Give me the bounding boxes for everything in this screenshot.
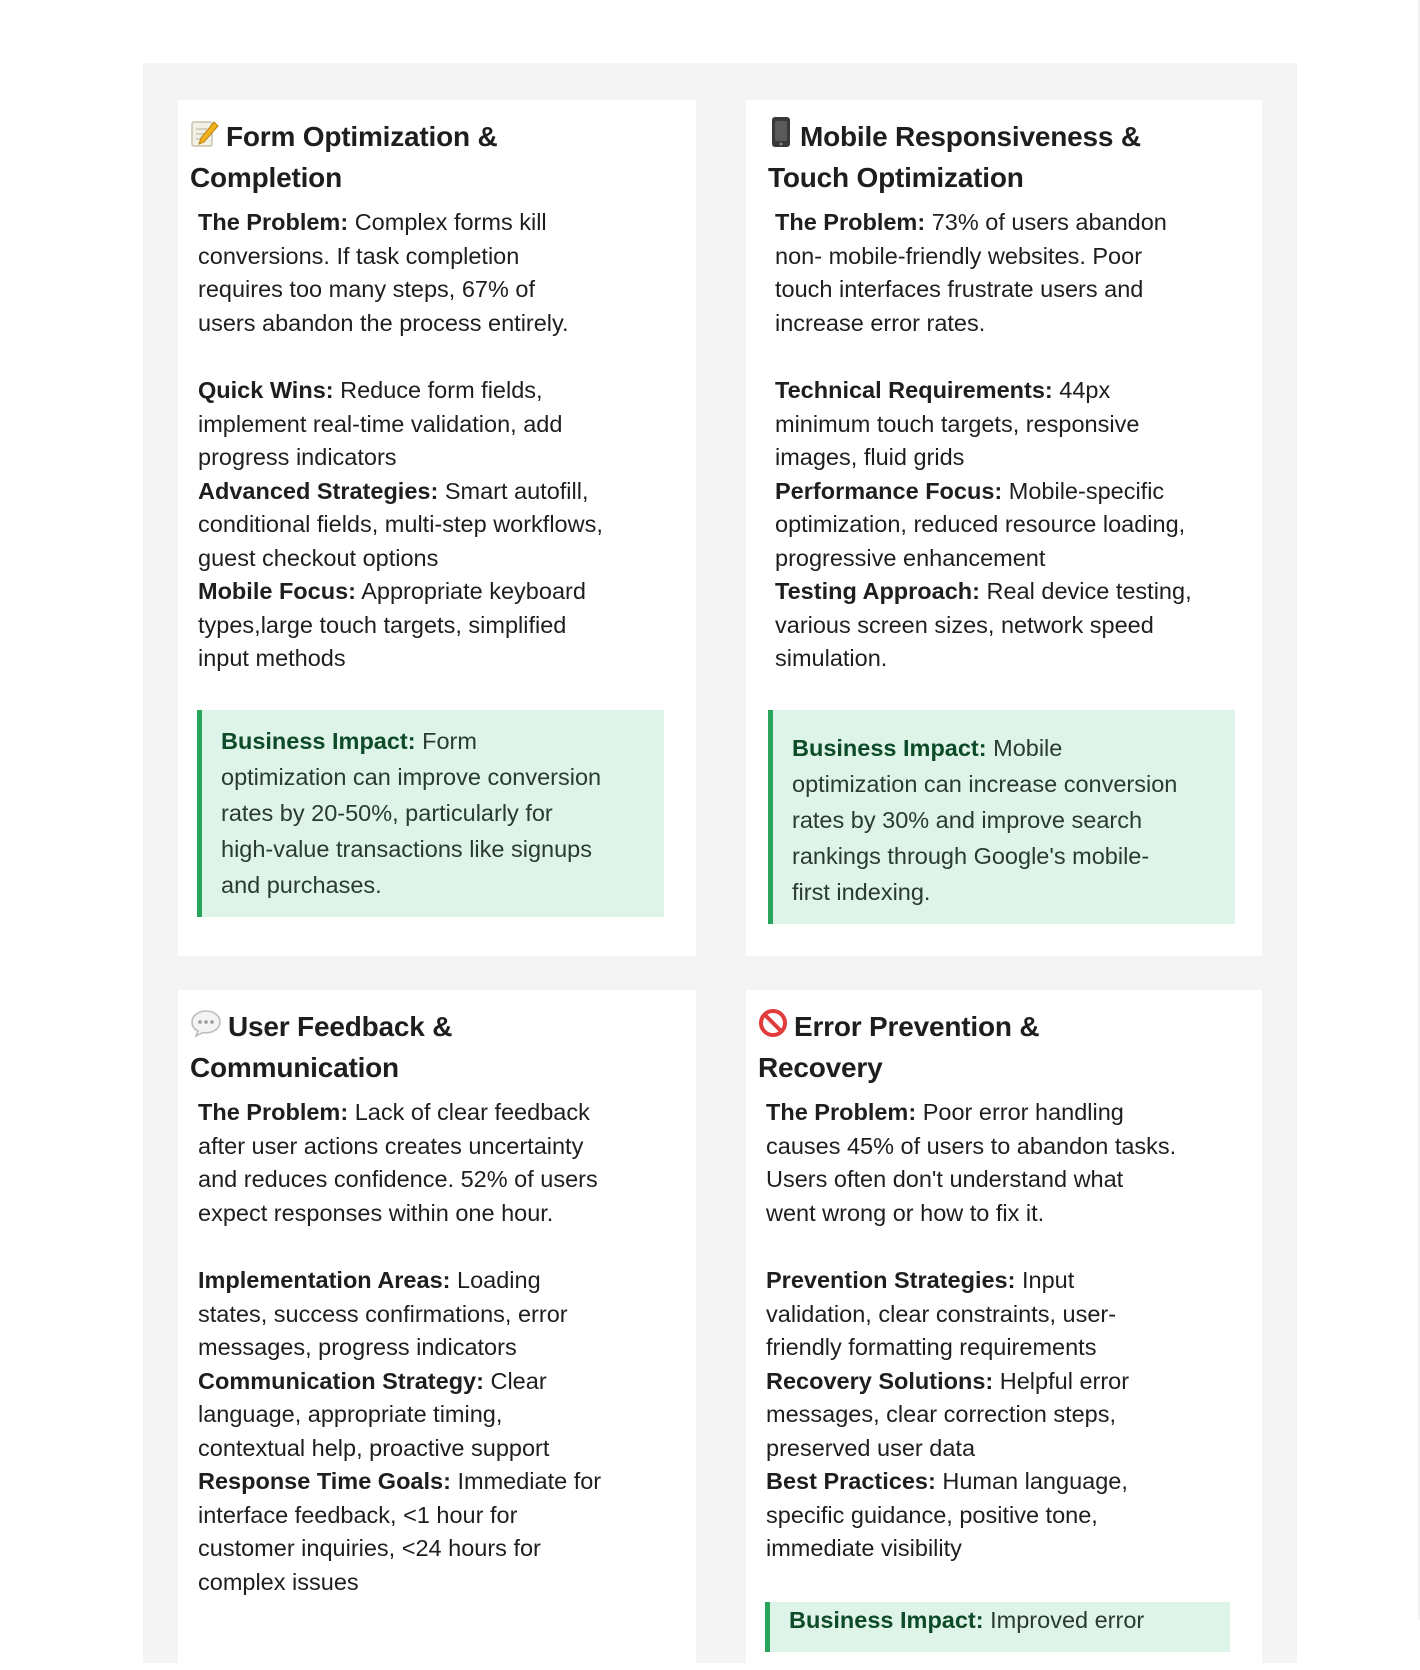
text-line: simulation. bbox=[775, 645, 888, 671]
details-text bbox=[198, 374, 678, 676]
impact-label: Business Impact: bbox=[789, 1607, 984, 1633]
text-line: Helpful error bbox=[993, 1367, 1130, 1394]
text-line: friendly formatting requirements bbox=[766, 1334, 1097, 1360]
text-line: Clear bbox=[483, 1367, 547, 1394]
text-line: messages, progress indicators bbox=[198, 1334, 517, 1360]
text-line: after user actions creates uncertainty bbox=[198, 1132, 584, 1159]
text-line: conditional fields, multi-step workflows, bbox=[198, 511, 603, 537]
text-line: touch interfaces frustrate users and bbox=[775, 276, 1144, 302]
speech-bubble-icon bbox=[190, 1008, 222, 1038]
details-text bbox=[766, 1264, 1244, 1566]
business-impact-callout bbox=[768, 710, 1235, 924]
text-line: optimization can improve conversion bbox=[221, 764, 602, 790]
text-line: customer inquiries, <24 hours for bbox=[198, 1535, 541, 1561]
text-line: Immediate for bbox=[450, 1468, 602, 1494]
text-line: went wrong or how to fix it. bbox=[766, 1199, 1045, 1226]
text-line: optimization can increase conversion bbox=[792, 771, 1178, 797]
title-line: Recovery bbox=[758, 1052, 883, 1083]
text-line: minimum touch targets, responsive bbox=[775, 410, 1140, 437]
prohibited-icon bbox=[758, 1008, 788, 1038]
detail-label: Best Practices: bbox=[766, 1468, 936, 1494]
detail-label: Advanced Strategies: bbox=[198, 477, 439, 504]
problem-text bbox=[766, 1096, 1244, 1230]
text-line: types,large touch targets, simplified bbox=[198, 611, 567, 638]
detail-label: Implementation Areas: bbox=[198, 1267, 451, 1293]
text-line: guest checkout options bbox=[198, 544, 439, 571]
text-line: implement real-time validation, add bbox=[198, 410, 563, 437]
business-impact-callout bbox=[765, 1602, 1230, 1652]
text-line: Real device testing, bbox=[979, 578, 1192, 604]
detail-label: Prevention Strategies: bbox=[766, 1267, 1016, 1293]
text-line: states, success confirmations, error bbox=[198, 1300, 568, 1327]
text-line: Smart autofill, bbox=[438, 477, 589, 504]
business-impact-callout bbox=[197, 710, 664, 917]
card-title bbox=[190, 116, 686, 198]
text-line: Improved error bbox=[983, 1607, 1145, 1633]
detail-label: Quick Wins: bbox=[198, 377, 334, 403]
problem-label: The Problem: bbox=[198, 209, 349, 235]
text-line: input methods bbox=[198, 645, 346, 671]
text-line: language, appropriate timing, bbox=[198, 1401, 503, 1427]
card-title bbox=[768, 116, 1252, 198]
text-line: Poor error handling bbox=[916, 1099, 1124, 1125]
text-line: various screen sizes, network speed bbox=[775, 611, 1154, 638]
detail-label: Technical Requirements: bbox=[775, 377, 1053, 403]
title-line: Form Optimization & bbox=[226, 121, 498, 152]
text-line: interface feedback, <1 hour for bbox=[198, 1501, 518, 1528]
text-line: high-value transactions like signups bbox=[221, 836, 592, 862]
detail-label: Mobile Focus: bbox=[198, 578, 356, 604]
text-line: progressive enhancement bbox=[775, 544, 1046, 571]
text-line: contextual help, proactive support bbox=[198, 1434, 550, 1461]
detail-label: Testing Approach: bbox=[775, 578, 980, 604]
text-line: 44px bbox=[1052, 377, 1111, 403]
text-line: rankings through Google's mobile- bbox=[792, 843, 1150, 869]
text-line: Users often don't understand what bbox=[766, 1166, 1124, 1192]
text-line: immediate visibility bbox=[766, 1535, 962, 1561]
title-line: Error Prevention & bbox=[794, 1011, 1040, 1042]
text-line: 73% of users abandon bbox=[925, 209, 1167, 235]
memo-icon bbox=[190, 118, 220, 148]
text-line: causes 45% of users to abandon tasks. bbox=[766, 1132, 1177, 1159]
text-line: Loading bbox=[450, 1267, 541, 1293]
problem-label: The Problem: bbox=[766, 1099, 917, 1125]
text-line: Reduce form fields, bbox=[333, 377, 543, 403]
text-line: Input bbox=[1015, 1267, 1075, 1293]
problem-text bbox=[198, 206, 678, 340]
problem-text bbox=[775, 206, 1244, 340]
text-line: Lack of clear feedback bbox=[348, 1099, 590, 1125]
problem-label: The Problem: bbox=[775, 209, 926, 235]
title-line: Touch Optimization bbox=[768, 162, 1024, 193]
text-line: and purchases. bbox=[221, 872, 382, 898]
text-line: Human language, bbox=[935, 1468, 1128, 1494]
text-line: Complex forms kill bbox=[348, 209, 547, 235]
card-user-feedback bbox=[178, 990, 696, 1670]
impact-label: Business Impact: bbox=[792, 735, 987, 761]
text-line: Form bbox=[415, 728, 477, 754]
card-mobile-responsiveness bbox=[746, 100, 1262, 956]
text-line: images, fluid grids bbox=[775, 444, 965, 470]
text-line: preserved user data bbox=[766, 1434, 976, 1461]
card-form-optimization bbox=[178, 100, 696, 956]
problem-text bbox=[198, 1096, 678, 1230]
text-line: non- mobile-friendly websites. Poor bbox=[775, 242, 1143, 269]
text-line: increase error rates. bbox=[775, 309, 986, 336]
text-line: expect responses within one hour. bbox=[198, 1199, 554, 1226]
text-line: users abandon the process entirely. bbox=[198, 309, 569, 336]
text-line: first indexing. bbox=[792, 879, 931, 905]
mobile-phone-icon bbox=[768, 116, 794, 148]
text-line: specific guidance, positive tone, bbox=[766, 1501, 1098, 1528]
text-line: and reduces confidence. 52% of users bbox=[198, 1166, 598, 1192]
text-line: requires too many steps, 67% of bbox=[198, 276, 536, 302]
text-line: rates by 30% and improve search bbox=[792, 807, 1143, 833]
text-line: conversions. If task completion bbox=[198, 242, 520, 269]
detail-label: Communication Strategy: bbox=[198, 1367, 484, 1394]
card-title bbox=[758, 1006, 1252, 1088]
text-line: Mobile bbox=[986, 735, 1063, 761]
text-line: Mobile-specific bbox=[1002, 477, 1165, 504]
problem-label: The Problem: bbox=[198, 1099, 349, 1125]
title-line: Completion bbox=[190, 162, 342, 193]
text-line: optimization, reduced resource loading, bbox=[775, 511, 1186, 537]
details-text bbox=[198, 1264, 678, 1599]
impact-label: Business Impact: bbox=[221, 728, 416, 754]
text-line: Appropriate keyboard bbox=[355, 578, 586, 604]
text-line: rates by 20-50%, particularly for bbox=[221, 800, 553, 826]
title-line: User Feedback & bbox=[228, 1011, 453, 1042]
title-line: Mobile Responsiveness & bbox=[800, 121, 1141, 152]
text-line: progress indicators bbox=[198, 444, 397, 470]
text-line: complex issues bbox=[198, 1568, 359, 1595]
text-line: messages, clear correction steps, bbox=[766, 1401, 1117, 1427]
title-line: Communication bbox=[190, 1052, 399, 1083]
card-error-prevention bbox=[746, 990, 1262, 1670]
text-line: validation, clear constraints, user- bbox=[766, 1300, 1117, 1327]
details-text bbox=[775, 374, 1244, 676]
detail-label: Response Time Goals: bbox=[198, 1468, 451, 1494]
detail-label: Performance Focus: bbox=[775, 477, 1003, 504]
detail-label: Recovery Solutions: bbox=[766, 1367, 994, 1394]
card-title bbox=[190, 1006, 686, 1088]
